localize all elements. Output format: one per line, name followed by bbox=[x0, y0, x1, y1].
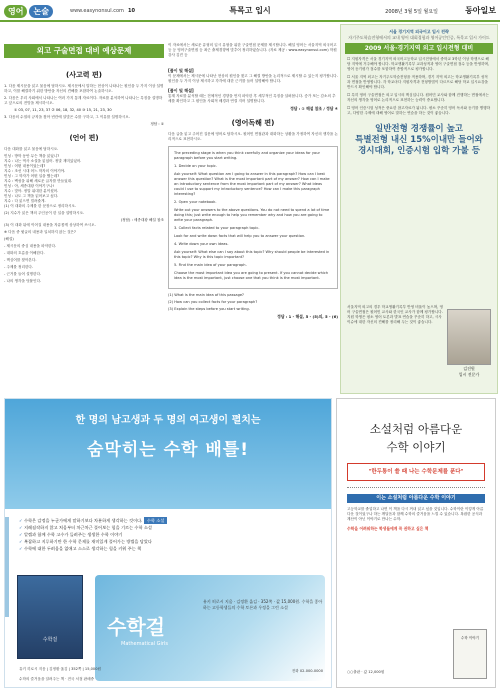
sub-question-2: (2) 지수가 읽은 책의 주인공이 한 일을 설명하시오. bbox=[4, 211, 85, 215]
sidebar-highlight bbox=[341, 116, 497, 161]
dialogue-line: 민성 : 그 학자가 어떤 일을 했는데? bbox=[4, 174, 60, 178]
ad-tag: 수학 소설 bbox=[144, 517, 168, 524]
sidebar-subtitle: 자기주도학습전형에서의 교내 영어 대회경험과 영어공인인증, 특목고 입시 가이드 bbox=[348, 35, 490, 40]
sub-question-3: (3) 이 대화 뒤에 이어질 내용을 자유롭게 상상하여 쓰시오. bbox=[4, 223, 96, 227]
question-2: 2. 다음은 우리 사회에서 나타나는 여러 가지 통계 자료이다. 자료를 분석하여 나타나는 특징을 설명하고 앞으로의 전망을 제시하시오. bbox=[4, 96, 163, 105]
ad2-title-line-1: 소설처럼 아름다운 bbox=[369, 422, 463, 436]
reading-passage bbox=[168, 146, 338, 289]
ad2-quote-box: "한두통이 쓸 때 나는 수학문제를 푼다" bbox=[347, 463, 485, 481]
issue-date: 2008년 3월 5일 월요일 bbox=[385, 9, 438, 15]
ad-line: ✓ 지레짐작하지 않고 처음부터 차근차근 풀어보는 힘을 기르는 수학 소설 bbox=[19, 525, 152, 530]
logo-right: 논술 bbox=[29, 5, 52, 18]
caption-role: 입시 전문가 bbox=[458, 372, 480, 377]
passage-line: 4. Write down your own ideas. bbox=[174, 242, 229, 246]
question-1: 1. 다음 제시문을 읽고 물음에 답하시오. 제시문에서 말하는 현상이 나타나는 원인을 두 가지 이상 설명하고, 이를 해결하기 위한 방안을 자신의 견해를 포함하여 논술하시오. bbox=[4, 84, 164, 93]
article-banner: 외고 구술면접 대비 예상문제 bbox=[4, 44, 164, 58]
ad2-divider bbox=[347, 487, 485, 488]
dialogue bbox=[4, 154, 164, 204]
choice-list: ① 03, 07, 11, 23, 37 ② 06, 18, 32, 40 ③ 15, 21, 23, 30 bbox=[14, 108, 112, 112]
passage-line: 3. Collect facts related to your paragraph topic. bbox=[174, 226, 260, 230]
ad-line: ✓ 수학에 대한 두려움을 없애고 스스로 생각하는 힘을 키워 주는 책 bbox=[19, 546, 142, 551]
passage-line: Ask yourself: What else can I say about this topic? Why should people be interested in this topic? Why is this topic important? bbox=[174, 250, 330, 259]
section-title: 특목고 입시 bbox=[229, 6, 271, 15]
caption-name: 김진원 bbox=[463, 366, 475, 371]
page-header bbox=[0, 0, 500, 22]
page-number: 10 bbox=[128, 8, 135, 14]
sidebar-title: 서울 경기지역 외국어고 입시 전략 bbox=[389, 29, 449, 34]
section-title-language: (언어 편) bbox=[69, 134, 99, 142]
passage-line: Ask yourself: What question am I going to answer in this paragraph? How can I best answer this question? What is the most important part of my answer? How can I make an introductory sentence from the most important part of my answer? What ideas could I use to support my introductory sentence? How can I make this paragraph interesting? bbox=[174, 172, 330, 196]
book-cover[interactable]: 수학걸 bbox=[17, 575, 83, 659]
explanation-item: - 제시문의 중심 내용을 파악한다. bbox=[4, 244, 57, 248]
dialogue-line: 민성 : 나도 그 책을 읽어보고 싶다. bbox=[4, 194, 59, 198]
reading-question: (2) How can you collect facts for your paragraph? bbox=[168, 300, 258, 304]
dialogue-line: 민성 : 방학 동안 무슨 책을 읽었니? bbox=[4, 154, 60, 158]
answer-line: 정답 : ① 해설 참조 / 정답 ④ bbox=[290, 106, 338, 111]
passage-line: Write out your answers to the above questions. You do not need to spend a lot of time doing this; just write enough to help you remember why and how you are going to write your paragraph. bbox=[174, 208, 330, 222]
ad-logo: 수학걸 bbox=[107, 615, 165, 639]
explanation-heading: [풀이 및 해설] bbox=[168, 88, 194, 93]
ad-logo-subtitle: Mathematical Girls bbox=[121, 641, 168, 647]
question-3: 3. 다음의 수열의 규칙을 찾아 빈칸에 알맞은 수를 구하고, 그 이유를 설명하시오. bbox=[4, 115, 130, 119]
reading-answer: 정답 : 1 - 해설, 5 - (5)의, 5 - (6) bbox=[277, 314, 338, 319]
passage-line: 1. Decide on your topic. bbox=[174, 164, 218, 168]
explanation-item: - 나의 생각을 덧붙인다. bbox=[4, 279, 42, 283]
dialogue-intro: 다음 대화를 읽고 물음에 답하시오. bbox=[4, 147, 59, 151]
ad-line: ✓ 수학은 감정을 누군가에게 말하기보다 차분하게 생각하는 것이다. 수학 소설 bbox=[19, 517, 319, 524]
dialogue-line: 지수 : 나는 역사 소설을 읽었어. 정말 재미있었어. bbox=[4, 159, 82, 163]
answer-1: 정답 : ① bbox=[150, 122, 164, 126]
explanation-heading: [풀이 및 해설] bbox=[168, 68, 194, 73]
explanation-head: (해설) bbox=[4, 237, 14, 241]
ad2-title-line-2: 수학 이야기 bbox=[386, 440, 446, 454]
passage-line: 2. Open your notebook. bbox=[174, 200, 217, 204]
dialogue-line: 지수 : 조선 시대 어느 학자의 이야기야. bbox=[4, 169, 66, 173]
right-sidebar bbox=[340, 24, 498, 394]
explanation-text: 통계 자료를 분석할 때는 전체적인 경향을 먼저 파악한 후 세부적인 특징을 살펴봅니다. 증가 또는 감소의 추세를 확인하고 그 원인을 사회적 배경과 연결 지어 설명합니다. bbox=[168, 94, 336, 103]
answer-2: (정답) : 세종대왕 해설 참조 bbox=[120, 218, 164, 222]
explanation-item: - 근거를 들어 설명한다. bbox=[4, 272, 42, 276]
book-advertisement[interactable] bbox=[4, 398, 332, 688]
math-story-advertisement[interactable] bbox=[336, 398, 496, 688]
reading-instructions: 다음 글을 읽고 주어진 질문에 영어로 답하시오. 원어민 면접관과 대화하는 상황을 가정하여 자신의 생각을 논리적으로 표현하시오. bbox=[168, 132, 338, 141]
ad2-book-cover[interactable]: 수학 이야기 bbox=[453, 629, 487, 679]
explanation-item: - 대화의 흐름을 이해한다. bbox=[4, 251, 45, 255]
ad-meta: 유키 히로시 지음 | 김정환 옮김 | 352쪽 | 15,000원 bbox=[19, 667, 101, 671]
logo-left: 영어 bbox=[4, 5, 27, 18]
ad-publisher-info: 유키 히로시 지음 · 김정환 옮김 · 352쪽 · 값 15,000원. 수학을 좋아하는 고등학생들의 수학 토론과 우정을 그린 소설 bbox=[203, 599, 323, 610]
ad-accent-bar bbox=[5, 517, 9, 617]
reading-question: (3) Explain the steps before you start writing. bbox=[168, 307, 250, 311]
sidebar-paragraph: ☐ 영어 인증시험 성적은 중요한 참고자료가 됩니다. 평소 꾸준히 영어 독서와 듣기를 병행하고, 다양한 주제에 대해 영어로 말하는 연습을 하는 것이 좋습니다. bbox=[347, 106, 491, 115]
photo-caption bbox=[447, 366, 491, 378]
explanation-text: 이 문제에서는 제시문에 나타난 현상의 원인을 찾고 그 해결 방안을 논리적으로 제시할 수 있는지 평가합니다. 원인을 두 가지 이상 제시하고 각각에 대한 근거를 들어 설명해야 합니다. bbox=[168, 74, 338, 83]
ad-meta-2: 수학의 즐거움을 알려주는 책 · 전국 서점 판매중 bbox=[19, 677, 95, 681]
highlight-line: 일반전형 경쟁률이 높고 bbox=[374, 124, 464, 134]
explanation-item: - 주제를 정리한다. bbox=[4, 265, 34, 269]
dialogue-line: 지수 : 맞아. 정말 위대한 분이셨어. bbox=[4, 189, 59, 193]
section-title-reading: (영어독해 편) bbox=[231, 119, 275, 127]
sidebar-bottom-text: 서울지역 외고의 경우 학교생활기록부 반영 비율이 높으며, 영어 구술면접은 원어민 교사와 한국인 교사가 함께 평가합니다. 지원 학생은 평소 영어 토론과 발표 연습을 꾸준히 하고, 시사 이슈에 대한 자신의 견해를 정리해 두는 것이 좋습니다. bbox=[347, 305, 443, 324]
newspaper-name: 동아일보 bbox=[465, 5, 496, 15]
ad2-publisher: ○○출판 · 값 12,000원 bbox=[347, 670, 385, 674]
reading-question: (1) What is the main idea of this passage? bbox=[168, 293, 244, 297]
passage-line: The preceding stage is when you think carefully and organize your ideas for your paragraph before you start writing. bbox=[174, 151, 321, 160]
dialogue-line: 민성 : 아, 세종대왕 이야기구나! bbox=[4, 184, 55, 188]
ad-body bbox=[19, 517, 319, 552]
passage-line: Look for and write down facts that will help you to answer your question. bbox=[174, 234, 306, 238]
dialogue-line: 지수 : 백성을 위해 새로운 글자를 만들었대. bbox=[4, 179, 73, 183]
ad2-bar: 이는 소설처럼 아름다운 수학 이야기 bbox=[347, 494, 485, 503]
ad-headline-small: 한 명의 남고생과 두 명의 여고생이 펼치는 bbox=[75, 415, 261, 426]
sidebar-paragraph: ☐ 특히 영어 구술면접은 외고 입시의 핵심입니다. 원어민 교사와 함께 진행하는 면접에서는 자신의 생각을 영어로 논리적으로 표현하는 능력이 중요합니다. bbox=[347, 93, 489, 102]
header-rule bbox=[0, 20, 500, 22]
dialogue-line: 민성 : 어떤 내용이었는데? bbox=[4, 164, 46, 168]
column-middle bbox=[168, 64, 338, 320]
ad-headline: 숨막히는 수학 배틀! bbox=[87, 440, 249, 460]
sub-question-1: (1) 이 대화의 주제를 한 문장으로 정리하시오. bbox=[4, 204, 77, 208]
ad-line: ✓ 알렙과 함께 수학 고수가 들려주는 생생한 수학 이야기 bbox=[19, 532, 123, 537]
sidebar-paragraph: ☐ 지원자격은 서울 경기지역 외국어고등학교 입시전형에서 중학교 3학년 이상 학생으로 해당 지역에 거주해야 합니다. 학교생활기록부 교과성적과 영어 구술면접 점수 등을 반영하며, 영어 듣기평가 점수를 포함하여 종합적으로 평가합니다. bbox=[347, 57, 490, 71]
highlight-line: 특별전형 내신 15%이내만 들어와 bbox=[355, 135, 483, 145]
sidebar-bar: 2009 서울·경기지역 외고 입시전형 대비 bbox=[345, 43, 493, 54]
author-photo bbox=[447, 309, 491, 365]
ad2-text: 고등학교를 졸업하고 나면 이 책을 다시 꺼내 읽고 싶을 것입니다. 수학이란 이렇게 아름다운 것이었구나 하는 깨달음과 함께 수학의 즐거움을 느낄 수 있습니다. 복잡한 공식과 계산이 아닌 이야기로 만나는 수학. bbox=[347, 507, 484, 521]
site-url[interactable]: www.easynonsul.com bbox=[70, 8, 124, 14]
section-title-thinking: (사고력 편) bbox=[66, 71, 102, 79]
sidebar-paragraph: ☐ 서울 지역 외고는 자기주도학습전형을 적용하며, 경기 지역 외고는 학교생활기록부 성적과 면접을 반영합니다. 각 학교마다 지원자격과 전형방법이 다르므로 해당 학교 입시요강을 반드시 확인해야 합니다. bbox=[347, 75, 489, 89]
ad-splash-image bbox=[95, 575, 325, 681]
dialogue-line: 지수 : 다 읽으면 빌려줄게. bbox=[4, 199, 46, 203]
ad2-highlight: 수학을 어려워하는 학생들에게 꼭 권하고 싶은 책 bbox=[347, 526, 429, 531]
sub-question-4: ※ 다음 중 윗글의 내용과 일치하지 않는 것은? bbox=[4, 230, 76, 234]
intro-text: 이 자료에서는 새로운 유형의 입시 유형을 위한 구술면접 문제를 제시합니다. 해설 영어는 서울지역 외국어고등 등 영어구술면접 등 최근 출제경향에 맞추어 정리하였습니다. (자료 제공 : www.easynonsul.com) 학원 강사 김진 등 bbox=[168, 43, 337, 57]
ad-line: ✓ 복잡하고 지루하기만 한 수학 문제를 재미있게 풀어가는 방법을 담았다 bbox=[19, 539, 152, 544]
column-left bbox=[4, 64, 164, 286]
passage-line: Choose the most important idea you are going to present. If you cannot decide which idea is the most important, just choose one that you think is the most important. bbox=[174, 271, 329, 280]
explanation-item: - 핵심어를 찾아본다. bbox=[4, 258, 37, 262]
ad-phone: 전화 02-000-0000 bbox=[291, 669, 323, 673]
passage-line: 5. Find the main idea of your paragraph. bbox=[174, 263, 247, 267]
highlight-line: 경시대회, 인증시험 입학 가불 등 bbox=[358, 146, 480, 156]
